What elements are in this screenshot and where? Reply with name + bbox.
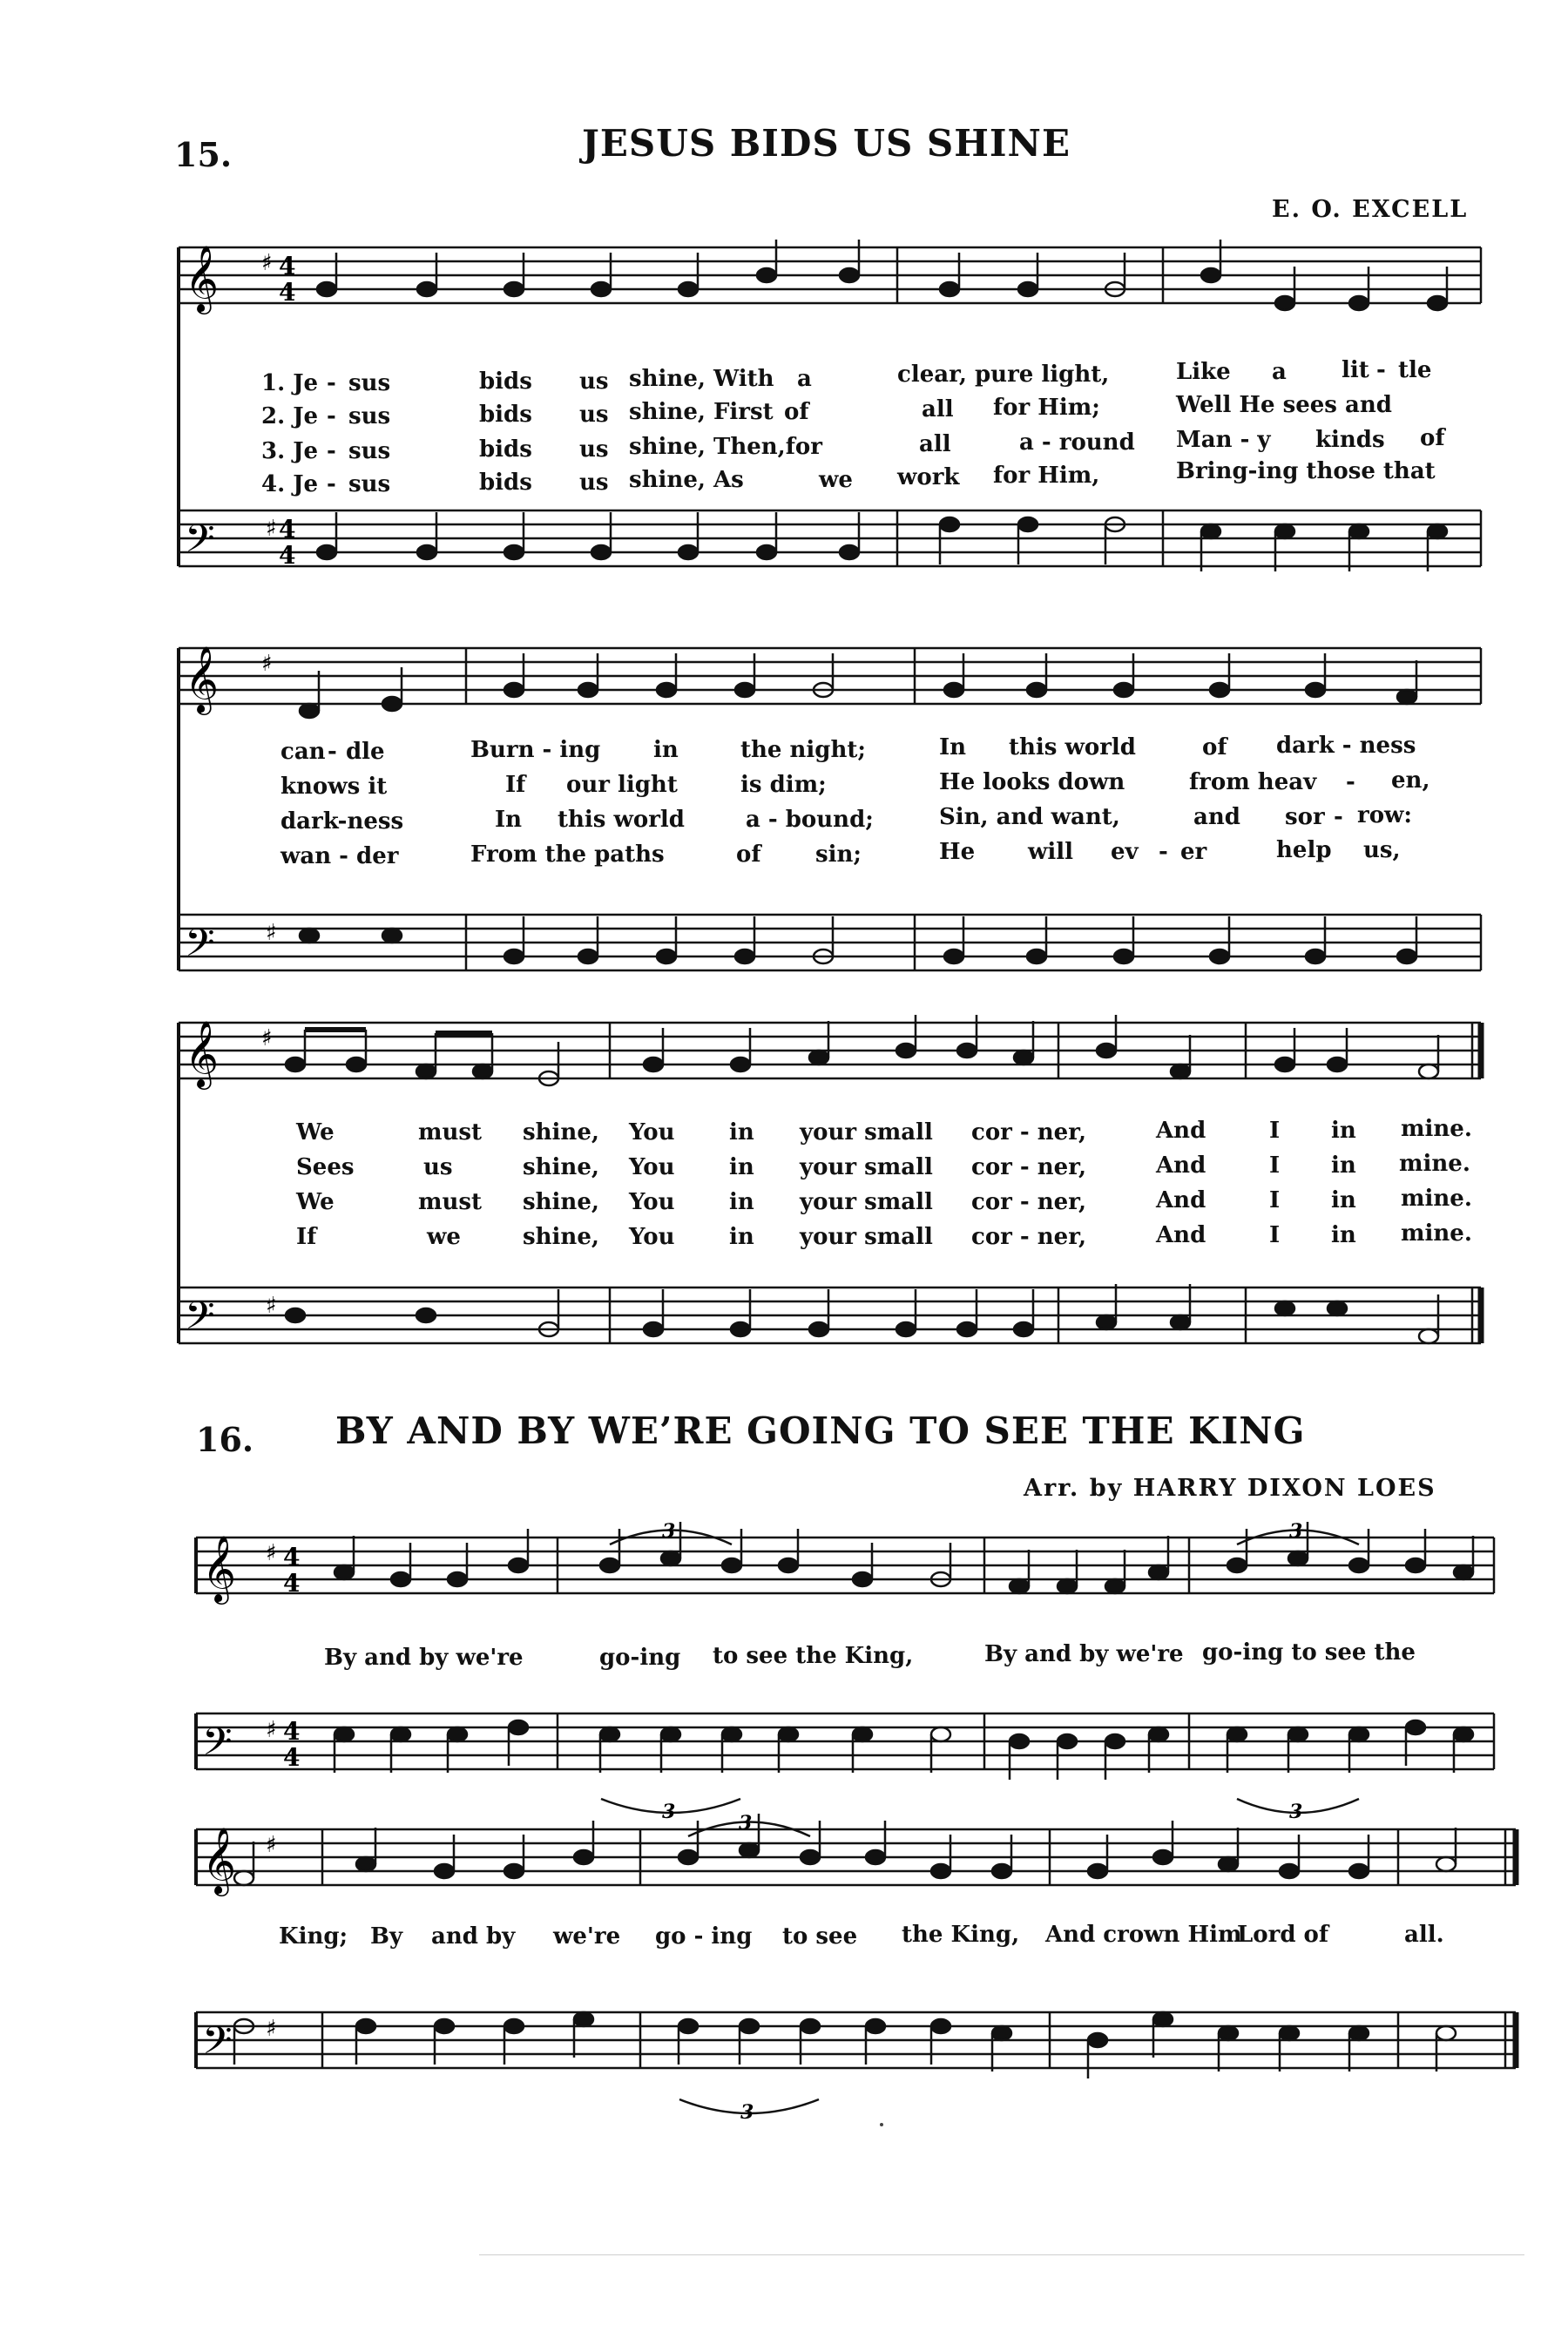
lyric-word: dle (346, 739, 385, 765)
lyric-word: work (897, 464, 960, 490)
lyric-word: us (579, 470, 609, 496)
lyric-word: us (579, 368, 609, 395)
lyric-word: clear, pure light, (897, 362, 1110, 388)
lyric-word: Man - y (1176, 427, 1271, 453)
hymn-number: 15. (174, 135, 233, 174)
lyric-word: I (1269, 1187, 1281, 1213)
lyric-word: the King, (902, 1922, 1020, 1948)
lyric-word: And (1156, 1187, 1206, 1213)
lyric-word: a - bound; (746, 807, 874, 833)
svg-text:3: 3 (740, 2101, 754, 2124)
lyric-word: must (418, 1119, 483, 1146)
lyric-word: go - ing (655, 1923, 753, 1950)
lyric-word: to see (782, 1923, 858, 1950)
lyric-word: Like (1176, 359, 1231, 385)
lyric-word: is dim; (740, 772, 827, 798)
lyric-word: Burn - ing (470, 737, 601, 763)
lyric-word: tle (1398, 357, 1432, 383)
lyric-word: shine, (523, 1119, 599, 1146)
lyric-word: cor - ner, (971, 1224, 1087, 1250)
lyric-word: dark-ness (280, 808, 404, 835)
lyric-word: - (1159, 839, 1168, 865)
lyric-word: this world (558, 807, 685, 833)
lyric-word: in (1331, 1118, 1356, 1144)
lyric-word: 2. Je (261, 403, 319, 429)
lyric-word: shine, Then,for (629, 434, 822, 460)
svg-text:4: 4 (279, 278, 296, 307)
lyric-word: of (784, 399, 809, 425)
svg-text:♯: ♯ (266, 516, 277, 542)
lyric-word: must (418, 1189, 483, 1215)
lyric-word: mine. (1399, 1151, 1470, 1177)
lyric-word: your small (800, 1189, 933, 1215)
lyric-word: from heav (1189, 769, 1317, 795)
lyric-word: Sin, and want, (939, 804, 1120, 830)
lyric-word: go-ing (599, 1645, 681, 1671)
hymn-title: JESUS BIDS US SHINE (582, 122, 1071, 165)
lyric-word: By and by we're (984, 1641, 1184, 1667)
lyric-word: for Him; (993, 395, 1100, 421)
lyric-word: sus (348, 370, 391, 396)
svg-text:♯: ♯ (266, 1832, 277, 1858)
lyric-word: You (629, 1224, 675, 1250)
svg-text:♯: ♯ (266, 2016, 277, 2042)
lyric-word: - (327, 438, 336, 464)
lyric-word: sus (348, 471, 391, 497)
lyric-word: of (1420, 425, 1445, 451)
lyric-word: a (1272, 359, 1287, 385)
lyric-word: - (1346, 769, 1355, 795)
lyric-word: in (729, 1154, 754, 1180)
lyric-word: 3. Je (261, 438, 319, 464)
lyric-word: wan - der (280, 843, 399, 869)
svg-text:4: 4 (279, 541, 296, 570)
lyric-word: lit (1342, 357, 1369, 383)
lyric-word: all. (1404, 1922, 1444, 1948)
svg-text:𝄢: 𝄢 (202, 2017, 233, 2072)
lyric-word: us (423, 1154, 453, 1180)
lyric-word: Well He sees and (1176, 392, 1392, 418)
lyric-word: knows it (280, 774, 388, 800)
svg-text:𝄢: 𝄢 (185, 920, 215, 975)
lyric-word: You (629, 1154, 675, 1180)
hymn-number: 16. (196, 1420, 254, 1459)
hymn16-system-2-staff (0, 1803, 1568, 2124)
lyric-word: sus (348, 438, 391, 464)
lyric-word: bids (479, 436, 532, 463)
lyric-word: for Him, (993, 463, 1100, 489)
lyric-word: shine, (523, 1224, 599, 1250)
lyric-word: mine. (1401, 1116, 1472, 1142)
lyric-word: - (327, 403, 336, 429)
lyric-word: in (729, 1224, 754, 1250)
lyric-word: - (328, 739, 337, 765)
hymn-composer: E. O. EXCELL (1272, 196, 1469, 223)
svg-text:3: 3 (662, 1801, 676, 1823)
hymn-title: BY AND BY WE’RE GOING TO SEE THE KING (335, 1409, 1306, 1452)
lyric-word: in (1331, 1187, 1356, 1213)
lyric-word: - (1334, 804, 1343, 830)
lyric-word: Lord of (1237, 1922, 1329, 1948)
lyric-word: we (427, 1224, 461, 1250)
lyric-word: will (1028, 839, 1074, 865)
lyric-word: we (819, 467, 853, 493)
lyric-word: this world (1009, 734, 1136, 760)
lyric-word: Bring-ing those that (1176, 458, 1436, 484)
lyric-word: By (370, 1923, 403, 1950)
svg-text:♯: ♯ (266, 1717, 277, 1743)
lyric-word: a (797, 366, 812, 392)
lyric-word: us, (1363, 837, 1401, 863)
lyric-word: mine. (1401, 1186, 1472, 1212)
svg-text:𝄞: 𝄞 (202, 1535, 237, 1602)
lyric-word: your small (800, 1119, 933, 1146)
svg-text:4: 4 (279, 515, 296, 544)
lyric-word: If (505, 772, 526, 798)
lyric-word: From the paths (470, 841, 665, 868)
lyric-word: us (579, 402, 609, 428)
lyric-word: shine, (523, 1154, 599, 1180)
lyric-word: all (922, 396, 954, 422)
lyric-word: cor - ner, (971, 1189, 1087, 1215)
lyric-word: Sees (296, 1154, 355, 1180)
lyric-word: - (1376, 357, 1386, 383)
svg-text:𝄞: 𝄞 (202, 1827, 237, 1894)
lyric-word: the night; (740, 737, 866, 763)
lyric-word: go-ing to see the (1202, 1639, 1416, 1666)
lyric-word: We (296, 1119, 335, 1146)
lyric-word: He looks down (939, 769, 1125, 795)
lyric-word: and by (431, 1923, 516, 1950)
lyric-word: In (495, 807, 523, 833)
svg-text:3: 3 (662, 1520, 676, 1543)
svg-text:𝄢: 𝄢 (185, 516, 215, 571)
lyric-word: can (280, 739, 326, 765)
lyric-word: In (939, 734, 967, 760)
lyric-word: And (1156, 1152, 1206, 1179)
svg-text:♯: ♯ (261, 250, 273, 276)
stray-mark (880, 2123, 883, 2126)
svg-text:4: 4 (283, 1717, 301, 1746)
svg-text:4: 4 (279, 252, 296, 280)
lyric-word: sin; (815, 841, 862, 868)
svg-text:3: 3 (739, 1812, 753, 1835)
lyric-word: We (296, 1189, 335, 1215)
lyric-word: And crown Him (1045, 1922, 1242, 1948)
lyric-word: I (1269, 1118, 1281, 1144)
svg-text:♯: ♯ (266, 920, 277, 946)
page-bottom-rule (479, 2254, 1524, 2255)
svg-text:𝄢: 𝄢 (185, 1293, 215, 1348)
lyric-word: help (1276, 837, 1332, 863)
lyric-word: cor - ner, (971, 1119, 1087, 1146)
svg-text:𝄞: 𝄞 (185, 645, 220, 713)
lyric-word: He (939, 839, 976, 865)
lyric-word: sus (348, 403, 391, 429)
lyric-word: I (1269, 1222, 1281, 1248)
lyric-word: of (1202, 734, 1227, 760)
svg-text:3: 3 (1289, 1801, 1303, 1823)
lyric-word: row: (1357, 802, 1413, 828)
lyric-word: your small (800, 1224, 933, 1250)
lyric-word: shine, First (629, 399, 774, 425)
svg-text:𝄞: 𝄞 (185, 245, 220, 312)
lyric-word: and (1193, 804, 1240, 830)
lyric-word: bids (479, 368, 532, 395)
lyric-word: 1. Je (261, 370, 319, 396)
lyric-word: You (629, 1119, 675, 1146)
lyric-word: dark - ness (1276, 733, 1416, 759)
lyric-word: to see the King, (713, 1643, 914, 1669)
lyric-word: in (653, 737, 679, 763)
lyric-word: 4. Je (261, 471, 319, 497)
lyric-word: we're (553, 1923, 621, 1950)
lyric-word: sor (1285, 804, 1325, 830)
lyric-word: And (1156, 1118, 1206, 1144)
lyric-word: your small (800, 1154, 933, 1180)
svg-text:4: 4 (283, 1569, 301, 1598)
lyric-word: in (729, 1119, 754, 1146)
svg-text:♯: ♯ (261, 1025, 273, 1051)
lyric-word: in (1331, 1222, 1356, 1248)
lyric-word: en, (1391, 767, 1430, 794)
lyric-word: You (629, 1189, 675, 1215)
hymn-composer: Arr. by HARRY DIXON LOES (1024, 1475, 1436, 1502)
lyric-word: us (579, 436, 609, 463)
lyric-word: shine, As (629, 467, 744, 493)
lyric-word: By and by we're (324, 1645, 524, 1671)
lyric-word: And (1156, 1222, 1206, 1248)
lyric-word: - (327, 370, 336, 396)
svg-text:♯: ♯ (261, 651, 273, 677)
lyric-word: in (1331, 1152, 1356, 1179)
lyric-word: shine, (523, 1189, 599, 1215)
svg-text:𝄢: 𝄢 (202, 1719, 233, 1774)
lyric-word: - (327, 471, 336, 497)
lyric-word: of (736, 841, 761, 868)
lyric-word: mine. (1401, 1220, 1472, 1247)
lyric-word: If (296, 1224, 317, 1250)
lyric-word: all (919, 431, 951, 457)
lyric-word: bids (479, 402, 532, 428)
lyric-word: cor - ner, (971, 1154, 1087, 1180)
svg-text:4: 4 (283, 1543, 301, 1571)
lyric-word: shine, With (629, 366, 774, 392)
lyric-word: I (1269, 1152, 1281, 1179)
svg-text:4: 4 (283, 1743, 301, 1772)
lyric-word: our light (566, 772, 678, 798)
svg-text:♯: ♯ (266, 1540, 277, 1566)
svg-text:3: 3 (1289, 1520, 1303, 1543)
lyric-word: er (1180, 839, 1207, 865)
svg-text:♯: ♯ (266, 1293, 277, 1319)
lyric-word: bids (479, 470, 532, 496)
lyric-word: in (729, 1189, 754, 1215)
lyric-word: ev (1111, 839, 1139, 865)
lyric-word: a - round (1019, 429, 1135, 456)
lyric-word: kinds (1315, 427, 1385, 453)
svg-text:𝄞: 𝄞 (185, 1020, 220, 1087)
lyric-word: King; (279, 1923, 348, 1950)
